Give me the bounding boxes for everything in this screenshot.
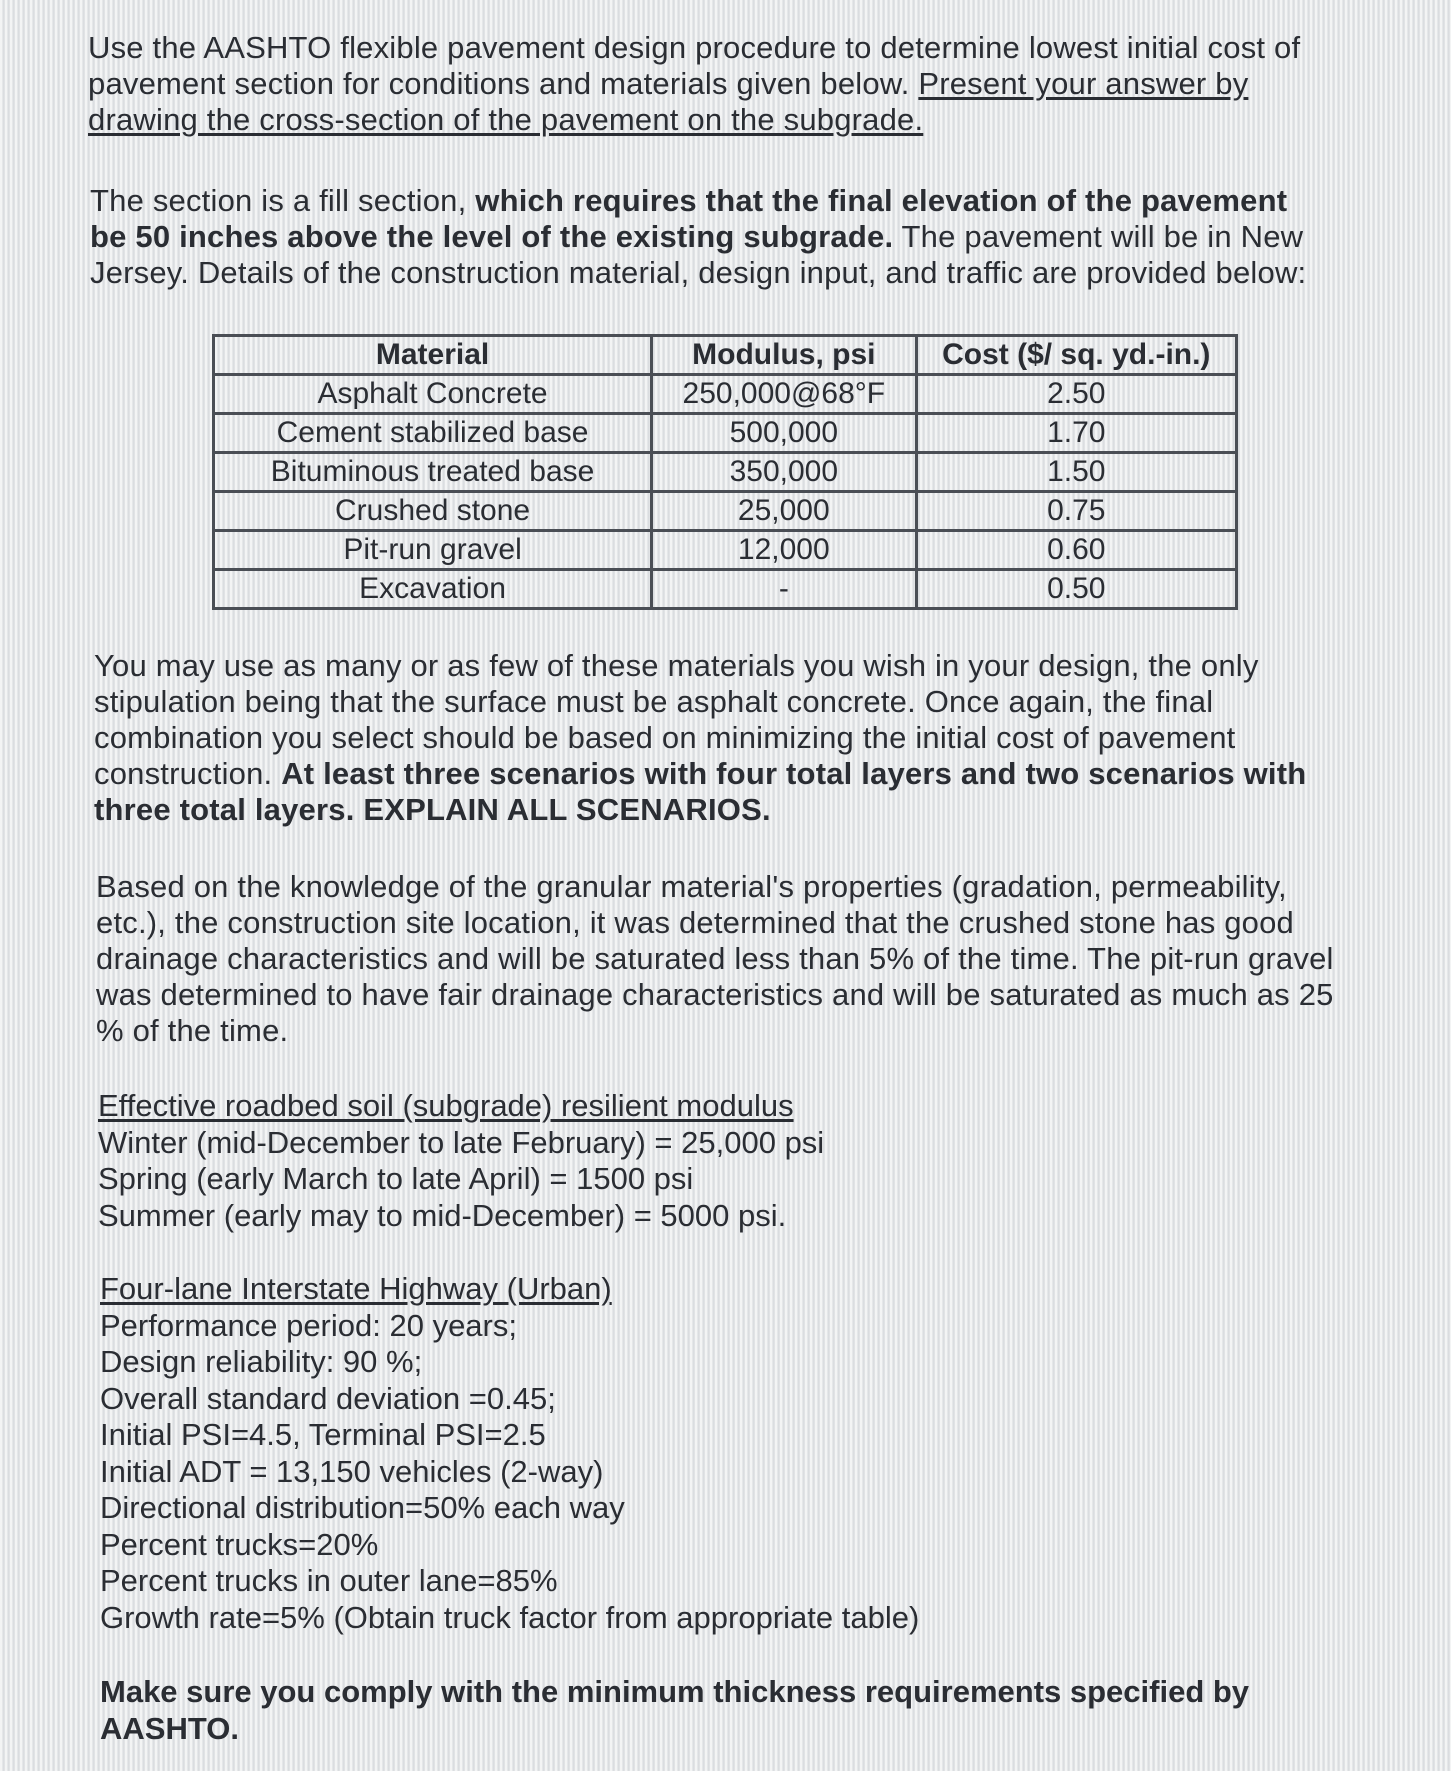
modulus-cell: 250,000@68°F bbox=[652, 375, 916, 414]
final-note-line-2: AASHTO. bbox=[100, 1710, 239, 1746]
material-cell: Excavation bbox=[214, 570, 652, 609]
material-cell: Crushed stone bbox=[214, 492, 652, 531]
subgrade-heading: Effective roadbed soil (subgrade) resilient modulus bbox=[98, 1088, 794, 1123]
traffic-item: Design reliability: 90 %; bbox=[100, 1344, 423, 1379]
drainage-paragraph bbox=[96, 869, 1348, 1049]
instructions-line-4 bbox=[94, 756, 1348, 792]
intro-line-2-text: pavement section for conditions and materials given below. bbox=[88, 66, 910, 101]
cost-cell: 1.70 bbox=[916, 414, 1236, 453]
material-cell: Asphalt Concrete bbox=[214, 375, 652, 414]
instructions-line-2: stipulation being that the surface must be asphalt concrete. Once again, the final bbox=[94, 684, 1214, 719]
table-row bbox=[214, 453, 1237, 492]
drainage-line-4: was determined to have fair drainage characteristics and will be saturated as much as 25 bbox=[96, 977, 1334, 1012]
cost-cell: 0.75 bbox=[916, 492, 1236, 531]
header-material: Material bbox=[214, 336, 652, 375]
section-line-3: Jersey. Details of the construction material, design input, and traffic are provided below: bbox=[90, 255, 1307, 290]
subgrade-winter: Winter (mid-December to late February) = 25,000 psi bbox=[98, 1124, 825, 1160]
final-note-line-1: Make sure you comply with the minimum thickness requirements specified by bbox=[100, 1674, 1250, 1709]
traffic-heading: Four-lane Interstate Highway (Urban) bbox=[100, 1271, 612, 1306]
instructions-line-3: combination you select should be based on minimizing the initial cost of pavement bbox=[94, 720, 1236, 755]
material-cell: Pit-run gravel bbox=[214, 531, 652, 570]
traffic-item: Initial ADT = 13,150 vehicles (2-way) bbox=[100, 1453, 604, 1489]
traffic-block bbox=[100, 1271, 919, 1636]
intro-line-3-underlined: drawing the cross-section of the pavement on the subgrade. bbox=[88, 102, 924, 137]
subgrade-summer: Summer (early may to mid-December) = 5000 psi. bbox=[98, 1197, 787, 1233]
drainage-line-2: etc.), the construction site location, it was determined that the crushed stone has good bbox=[96, 905, 1294, 940]
drainage-line-5: % of the time. bbox=[96, 1013, 289, 1048]
traffic-item: Growth rate=5% (Obtain truck factor from appropriate table) bbox=[100, 1599, 920, 1635]
traffic-item: Percent trucks=20% bbox=[100, 1526, 379, 1562]
table-header-row bbox=[214, 336, 1237, 375]
cost-cell: 0.50 bbox=[916, 570, 1236, 609]
cost-cell: 1.50 bbox=[916, 453, 1236, 492]
intro-line-2 bbox=[88, 66, 1360, 102]
subgrade-spring: Spring (early March to late April) = 1500 psi bbox=[98, 1161, 694, 1196]
section-line-2-text: The pavement will be in New bbox=[901, 219, 1304, 254]
drainage-line-3: drainage characteristics and will be saturated less than 5% of the time. The pit-run gravel bbox=[96, 941, 1334, 976]
intro-line-2-underlined: Present your answer by bbox=[918, 66, 1249, 101]
subgrade-modulus-block bbox=[98, 1088, 824, 1234]
modulus-cell: 12,000 bbox=[652, 531, 916, 570]
header-modulus: Modulus, psi bbox=[652, 336, 916, 375]
table-row bbox=[214, 531, 1237, 570]
material-cell: Cement stabilized base bbox=[214, 414, 652, 453]
intro-line-1: Use the AASHTO flexible pavement design procedure to determine lowest initial cost of bbox=[88, 30, 1301, 65]
table-row bbox=[214, 375, 1237, 414]
modulus-cell: 500,000 bbox=[652, 414, 916, 453]
modulus-cell: - bbox=[652, 570, 916, 609]
traffic-item: Initial PSI=4.5, Terminal PSI=2.5 bbox=[100, 1417, 546, 1452]
traffic-item: Percent trucks in outer lane=85% bbox=[100, 1563, 558, 1598]
section-line-1 bbox=[90, 183, 1358, 219]
header-cost: Cost ($/ sq. yd.-in.) bbox=[916, 336, 1236, 375]
table-row bbox=[214, 492, 1237, 531]
modulus-cell: 25,000 bbox=[652, 492, 916, 531]
cost-cell: 2.50 bbox=[916, 375, 1236, 414]
section-line-1-text: The section is a fill section, bbox=[90, 183, 467, 218]
intro-paragraph bbox=[88, 30, 1360, 138]
instructions-paragraph bbox=[94, 648, 1348, 828]
section-line-2 bbox=[90, 219, 1358, 255]
cost-cell: 0.60 bbox=[916, 531, 1236, 570]
section-paragraph bbox=[90, 183, 1358, 291]
table-row bbox=[214, 570, 1237, 609]
materials-table bbox=[212, 334, 1238, 610]
section-line-2-bold: be 50 inches above the level of the existing subgrade. bbox=[90, 219, 894, 254]
material-cell: Bituminous treated base bbox=[214, 453, 652, 492]
instructions-line-4-bold: At least three scenarios with four total layers and two scenarios with bbox=[281, 756, 1307, 791]
section-line-1-bold: which requires that the final elevation of the pavement bbox=[475, 183, 1288, 218]
final-note bbox=[100, 1674, 1300, 1747]
traffic-item: Performance period: 20 years; bbox=[100, 1307, 517, 1343]
drainage-line-1: Based on the knowledge of the granular material's properties (gradation, permeability, bbox=[96, 869, 1287, 904]
modulus-cell: 350,000 bbox=[652, 453, 916, 492]
instructions-line-4-text: construction. bbox=[94, 756, 273, 791]
instructions-line-5: three total layers. EXPLAIN ALL SCENARIOS. bbox=[94, 792, 771, 827]
traffic-item: Overall standard deviation =0.45; bbox=[100, 1380, 556, 1416]
instructions-line-1: You may use as many or as few of these materials you wish in your design, the only bbox=[94, 648, 1259, 683]
traffic-item: Directional distribution=50% each way bbox=[100, 1490, 625, 1525]
table-row bbox=[214, 414, 1237, 453]
